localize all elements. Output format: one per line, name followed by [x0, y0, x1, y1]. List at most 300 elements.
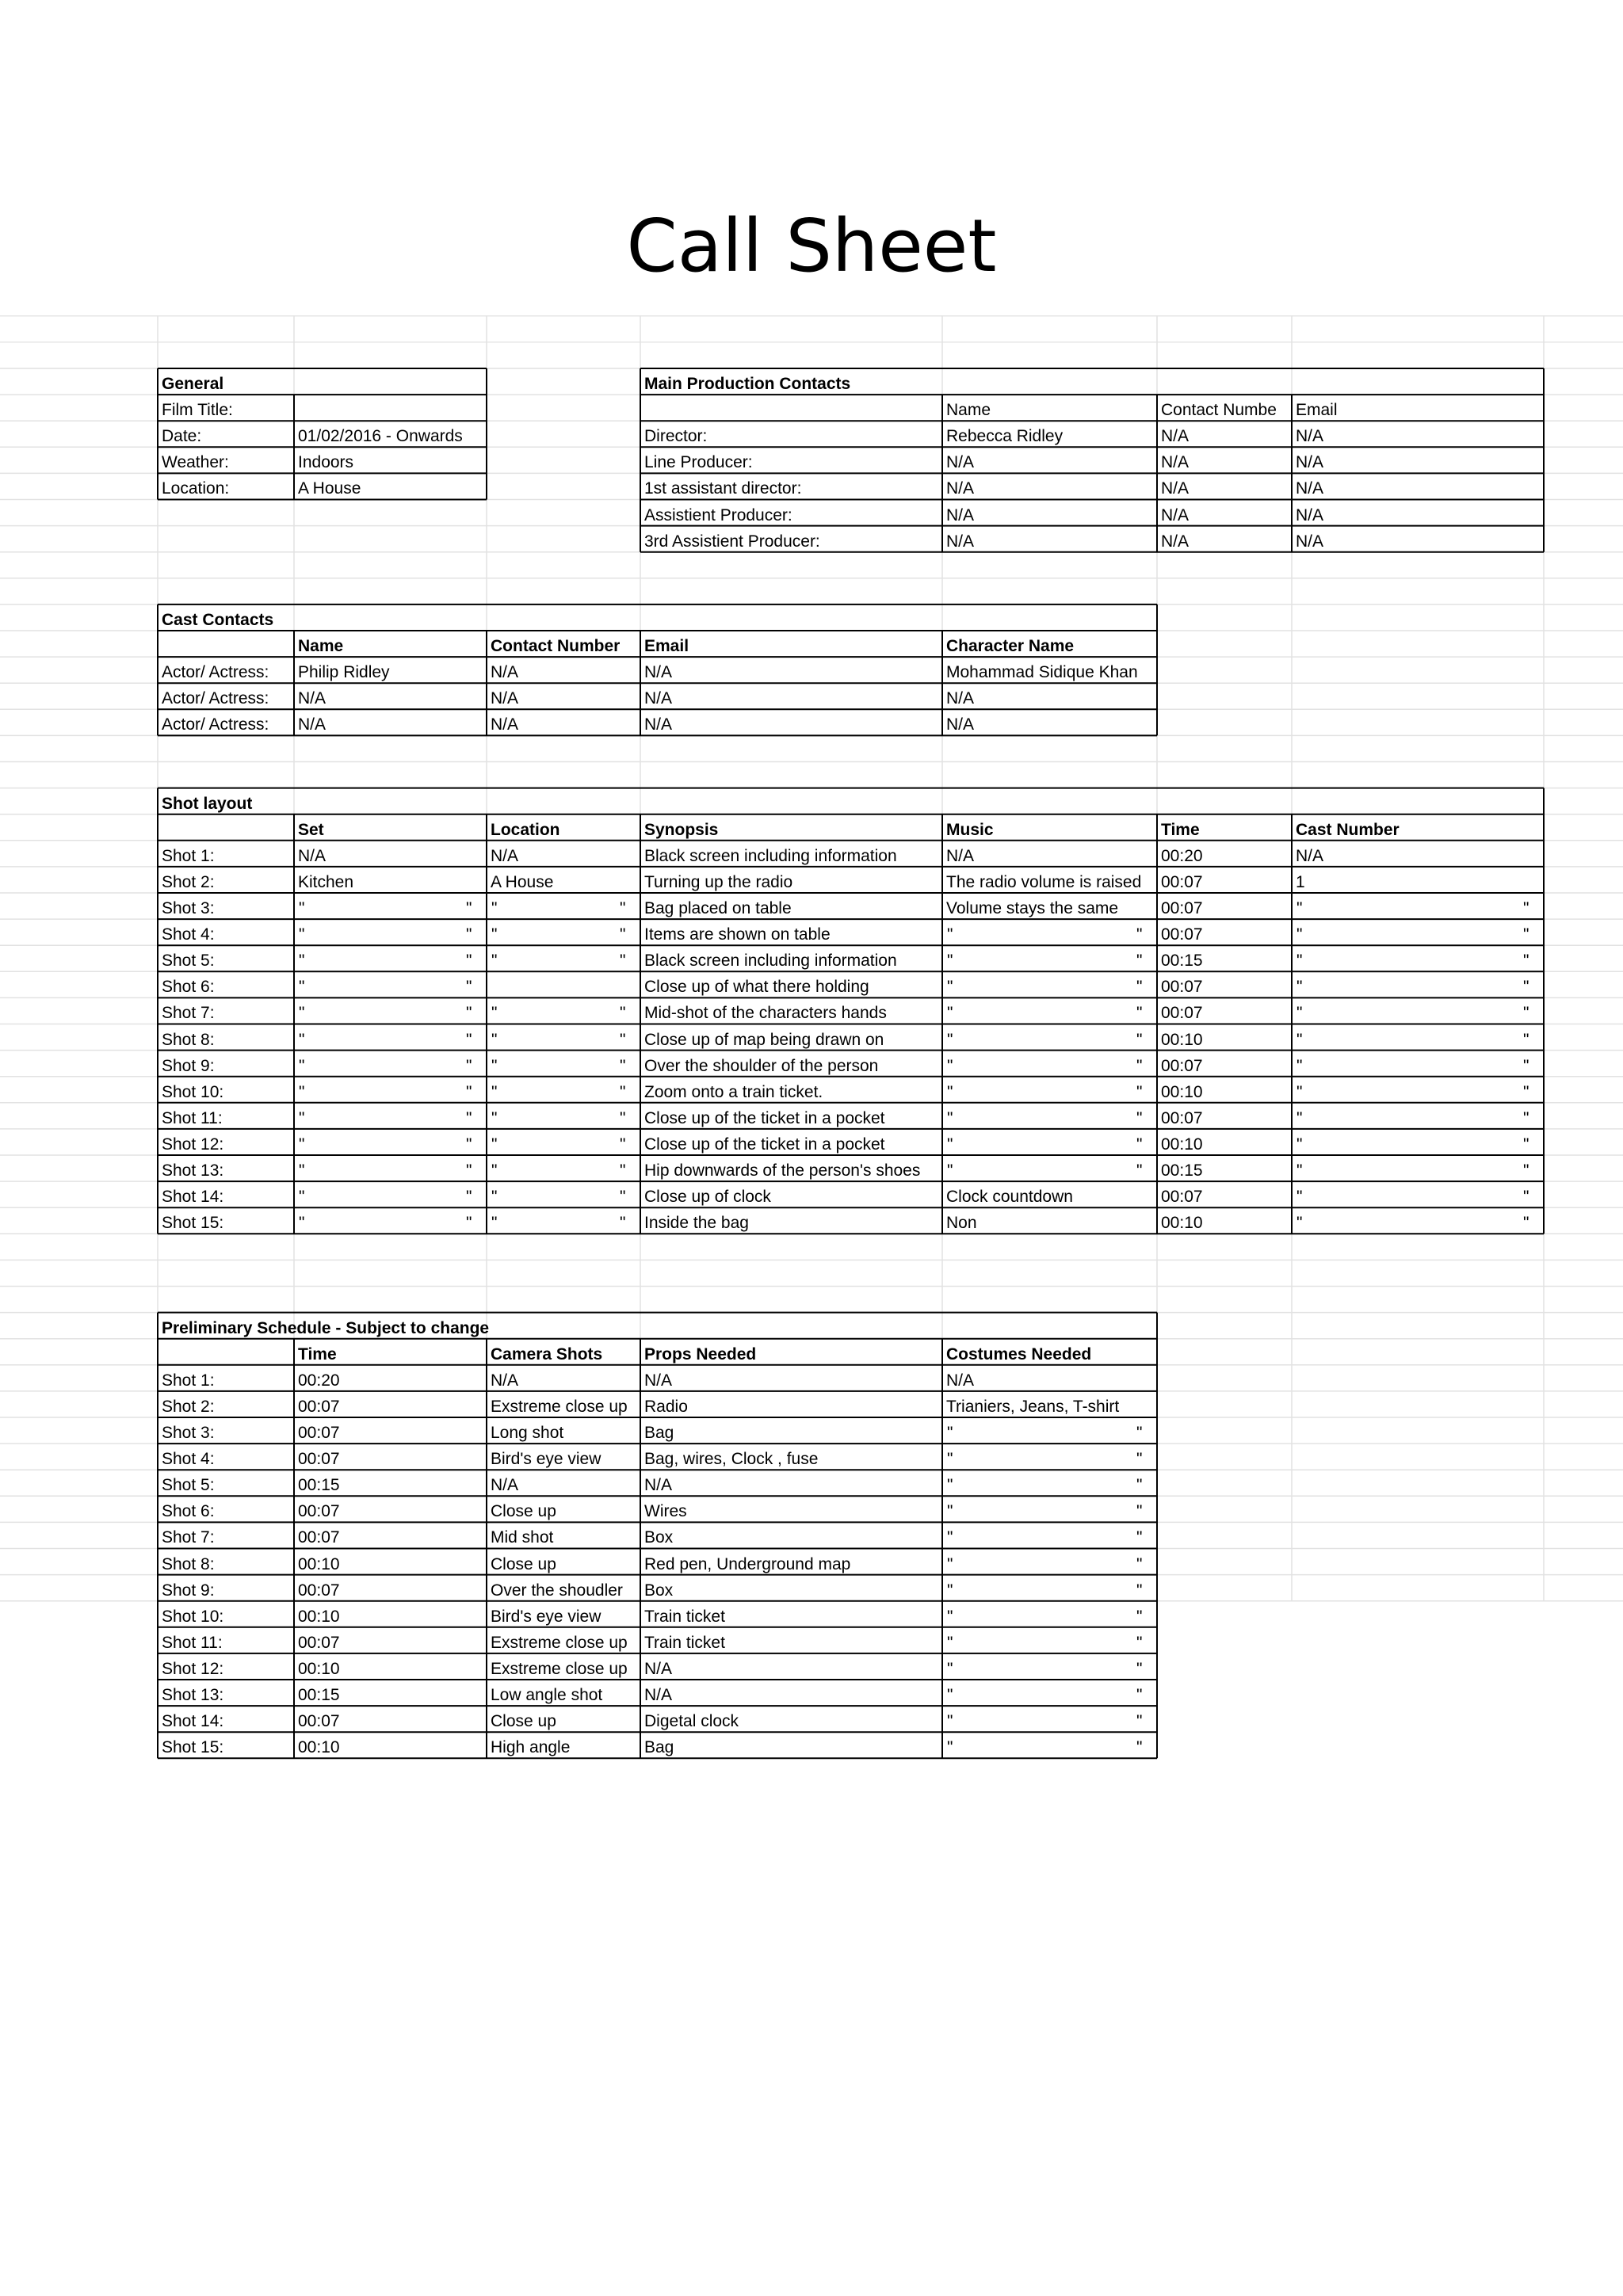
shots-table-heading: Shot layout — [162, 794, 253, 813]
schedule-table-cell: 00:20 — [298, 1371, 340, 1390]
contacts-table-cell: N/A — [1161, 505, 1190, 524]
schedule-table-cell: Shot 8: — [162, 1554, 215, 1573]
schedule-table-cell: Exstreme close up — [491, 1633, 628, 1652]
shots-table-cell: 00:15 — [1161, 952, 1203, 971]
contacts-table-cell: 3rd Assistient Producer: — [644, 532, 820, 551]
schedule-table-cell: Shot 2: — [162, 1397, 215, 1416]
shots-table-cell-ditto-mark-left: " — [947, 952, 953, 971]
shots-table-cell-ditto-mark-right: " — [1523, 952, 1529, 971]
shots-table-cell-ditto-mark-left: " — [491, 1108, 498, 1127]
cast-table-heading: Cast Contacts — [162, 610, 274, 629]
shots-table-cell: 00:10 — [1161, 1135, 1203, 1154]
contacts-table-cell: Assistient Producer: — [644, 505, 792, 524]
schedule-table-cell: N/A — [491, 1371, 519, 1390]
cast-table-cell: Actor/ Actress: — [162, 715, 269, 734]
shots-table-cell: Shot 12: — [162, 1135, 224, 1154]
shots-table-cell-ditto-mark-left: " — [1296, 1004, 1303, 1023]
schedule-table-cell: Mid shot — [491, 1528, 554, 1547]
schedule-table-cell: N/A — [644, 1686, 673, 1704]
general-table-cell: Film Title: — [162, 401, 233, 420]
schedule-table-cell-ditto-mark-right: " — [1136, 1554, 1143, 1573]
contacts-table-cell: N/A — [1296, 532, 1324, 551]
schedule-table-cell-ditto-mark-left: " — [947, 1738, 953, 1757]
shots-table-cell: Close up of map being drawn on — [644, 1030, 884, 1049]
shots-table-cell-ditto-mark-right: " — [466, 1108, 472, 1127]
shots-table-cell: Shot 4: — [162, 925, 215, 944]
schedule-table-cell: N/A — [644, 1476, 673, 1495]
shots-table-cell: 00:07 — [1161, 978, 1203, 997]
shots-table-cell-ditto-mark-left: " — [947, 925, 953, 944]
general-table-cell: Date: — [162, 427, 202, 446]
shots-table-cell-ditto-mark-left: " — [947, 1056, 953, 1075]
shots-table-cell-ditto-mark-right: " — [620, 1056, 626, 1075]
general-table-cell: Indoors — [298, 453, 354, 472]
shots-table-cell-ditto-mark-left: " — [491, 1004, 498, 1023]
cast-table-cell: N/A — [491, 689, 519, 708]
schedule-table-cell: 00:07 — [298, 1633, 340, 1652]
schedule-table-cell: 00:10 — [298, 1554, 340, 1573]
shots-table-cell-ditto-mark-right: " — [1523, 1214, 1529, 1233]
schedule-table-cell: Shot 13: — [162, 1686, 224, 1704]
shots-table-cell-ditto-mark-left: " — [491, 952, 498, 971]
shots-table-cell-ditto-mark-right: " — [620, 1135, 626, 1154]
shots-table-cell: Shot 15: — [162, 1214, 224, 1233]
shots-table-cell: 00:07 — [1161, 899, 1203, 917]
shots-table-cell-ditto-mark-left: " — [947, 1135, 953, 1154]
shots-table-header: Synopsis — [644, 820, 719, 839]
shots-table-cell-ditto-mark-left: " — [1296, 1108, 1303, 1127]
shots-table-cell: Close up of the ticket in a pocket — [644, 1108, 885, 1127]
schedule-table-cell: Train ticket — [644, 1633, 725, 1652]
contacts-table-header: Contact Numbe — [1161, 401, 1277, 420]
shots-table-cell-ditto-mark-right: " — [466, 978, 472, 997]
contacts-table-cell: N/A — [1296, 505, 1324, 524]
general-table-cell: 01/02/2016 - Onwards — [298, 427, 463, 446]
shots-table-cell-ditto-mark-right: " — [1136, 1108, 1143, 1127]
cast-table-cell: Actor/ Actress: — [162, 663, 269, 682]
shots-table-cell-ditto-mark-left: " — [947, 1030, 953, 1049]
shots-table-header: Location — [491, 820, 560, 839]
cast-table-header: Character Name — [946, 637, 1075, 655]
shots-table-cell: Clock countdown — [946, 1188, 1073, 1207]
shots-table-cell: 00:10 — [1161, 1214, 1203, 1233]
shots-table-cell-ditto-mark-right: " — [466, 1030, 472, 1049]
shots-table-cell-ditto-mark-right: " — [1523, 1004, 1529, 1023]
shots-table-header: Music — [946, 820, 994, 839]
shots-table-cell: Shot 10: — [162, 1082, 224, 1101]
shots-table-cell-ditto-mark-right: " — [620, 1108, 626, 1127]
shots-table-cell-ditto-mark-right: " — [466, 1135, 472, 1154]
contacts-table-cell: Director: — [644, 427, 708, 446]
cast-table-cell: N/A — [491, 663, 519, 682]
shots-table-cell: The radio volume is raised — [946, 872, 1142, 891]
cast-table-cell: N/A — [491, 715, 519, 734]
cast-table-cell: N/A — [298, 715, 327, 734]
schedule-table-cell: Shot 7: — [162, 1528, 215, 1547]
schedule-table-cell: Box — [644, 1528, 674, 1547]
general-table-heading: General — [162, 375, 224, 393]
schedule-table-cell: Bird's eye view — [491, 1450, 601, 1469]
schedule-table-cell: Long shot — [491, 1424, 564, 1442]
shots-table-cell-ditto-mark-right: " — [466, 925, 472, 944]
schedule-table-cell-ditto-mark-right: " — [1136, 1528, 1143, 1547]
shots-table-cell: Close up of clock — [644, 1188, 771, 1207]
schedule-table-cell: Exstreme close up — [491, 1397, 628, 1416]
shots-table-cell: Shot 8: — [162, 1030, 215, 1049]
shots-table-cell-ditto-mark-left: " — [299, 1082, 305, 1101]
shots-table-cell-ditto-mark-right: " — [1523, 1030, 1529, 1049]
shots-table-cell-ditto-mark-left: " — [491, 1030, 498, 1049]
shots-table-cell: Shot 2: — [162, 872, 215, 891]
schedule-table-cell-ditto-mark-left: " — [947, 1712, 953, 1731]
shots-table-cell: Non — [946, 1214, 977, 1233]
shots-table-cell: N/A — [491, 846, 519, 865]
schedule-table-cell-ditto-mark-right: " — [1136, 1659, 1143, 1678]
shots-table-cell-ditto-mark-right: " — [620, 1161, 626, 1180]
schedule-table-cell-ditto-mark-right: " — [1136, 1633, 1143, 1652]
schedule-table-cell: Shot 1: — [162, 1371, 215, 1390]
schedule-table-cell-ditto-mark-left: " — [947, 1450, 953, 1469]
schedule-table-cell-ditto-mark-right: " — [1136, 1686, 1143, 1704]
contacts-table-heading: Main Production Contacts — [644, 375, 851, 393]
shots-table-cell-ditto-mark-left: " — [299, 1108, 305, 1127]
shots-table-cell-ditto-mark-left: " — [1296, 1082, 1303, 1101]
schedule-table-cell: Box — [644, 1581, 674, 1600]
schedule-table-cell: Shot 10: — [162, 1607, 224, 1626]
shots-table-cell: Turning up the radio — [644, 872, 793, 891]
schedule-table-cell-ditto-mark-right: " — [1136, 1450, 1143, 1469]
schedule-table-cell-ditto-mark-left: " — [947, 1607, 953, 1626]
shots-table-cell-ditto-mark-left: " — [299, 1004, 305, 1023]
shots-table-cell: Inside the bag — [644, 1214, 749, 1233]
shots-table-cell-ditto-mark-left: " — [299, 1030, 305, 1049]
schedule-table-cell-ditto-mark-left: " — [947, 1424, 953, 1442]
shots-table-cell-ditto-mark-right: " — [1523, 925, 1529, 944]
contacts-table-cell: 1st assistant director: — [644, 479, 802, 498]
shots-table-cell-ditto-mark-right: " — [1136, 1135, 1143, 1154]
shots-table-cell-ditto-mark-right: " — [1523, 1082, 1529, 1101]
shots-table-cell: Shot 5: — [162, 952, 215, 971]
cast-table-header: Email — [644, 637, 689, 655]
schedule-table-cell-ditto-mark-left: " — [947, 1476, 953, 1495]
shots-table-cell-ditto-mark-right: " — [1136, 1004, 1143, 1023]
shots-table-cell: Zoom onto a train ticket. — [644, 1082, 823, 1101]
shots-table-cell-ditto-mark-right: " — [620, 1188, 626, 1207]
shots-table-cell-ditto-mark-right: " — [466, 1161, 472, 1180]
schedule-table-cell: Shot 11: — [162, 1633, 223, 1652]
shots-table-cell-ditto-mark-left: " — [1296, 1030, 1303, 1049]
schedule-table-cell: High angle — [491, 1738, 571, 1757]
schedule-table-cell-ditto-mark-right: " — [1136, 1581, 1143, 1600]
shots-table-cell-ditto-mark-left: " — [491, 1161, 498, 1180]
schedule-table-cell-ditto-mark-left: " — [947, 1528, 953, 1547]
shots-table-cell-ditto-mark-left: " — [947, 1004, 953, 1023]
shots-table-cell-ditto-mark-right: " — [466, 899, 472, 917]
schedule-table-cell: 00:07 — [298, 1502, 340, 1521]
shots-table-cell-ditto-mark-right: " — [466, 1082, 472, 1101]
general-table-cell: A House — [298, 479, 361, 498]
cast-table-header: Name — [298, 637, 344, 655]
shots-table-cell-ditto-mark-left: " — [1296, 925, 1303, 944]
schedule-table-cell-ditto-mark-left: " — [947, 1581, 953, 1600]
shots-table-cell-ditto-mark-left: " — [1296, 1135, 1303, 1154]
shots-table-cell: Volume stays the same — [946, 899, 1119, 917]
schedule-table-cell: Radio — [644, 1397, 688, 1416]
schedule-table-cell: Train ticket — [644, 1607, 725, 1626]
general-table-cell: Location: — [162, 479, 230, 498]
schedule-table-cell: Close up — [491, 1554, 556, 1573]
shots-table-cell: Shot 13: — [162, 1161, 224, 1180]
schedule-table-cell: Red pen, Underground map — [644, 1554, 851, 1573]
schedule-table-cell: N/A — [644, 1659, 673, 1678]
schedule-table-cell: Close up — [491, 1712, 556, 1731]
shots-table-cell-ditto-mark-right: " — [620, 899, 626, 917]
shots-table-cell-ditto-mark-right: " — [466, 1214, 472, 1233]
shots-table-cell: Bag placed on table — [644, 899, 792, 917]
shots-table-cell-ditto-mark-left: " — [491, 899, 498, 917]
shots-table-cell: 00:10 — [1161, 1030, 1203, 1049]
shots-table-cell: Mid-shot of the characters hands — [644, 1004, 887, 1023]
schedule-table-cell: Shot 4: — [162, 1450, 215, 1469]
shots-table-cell-ditto-mark-left: " — [491, 1214, 498, 1233]
schedule-table-cell-ditto-mark-left: " — [947, 1659, 953, 1678]
cast-table-cell: N/A — [644, 715, 673, 734]
shots-table-cell-ditto-mark-left: " — [299, 1135, 305, 1154]
schedule-table-cell: 00:15 — [298, 1686, 340, 1704]
schedule-table-header: Time — [298, 1344, 337, 1363]
shots-table-cell-ditto-mark-right: " — [620, 925, 626, 944]
shots-table-cell-ditto-mark-left: " — [299, 899, 305, 917]
cast-table-cell: N/A — [644, 663, 673, 682]
schedule-table-cell: 00:07 — [298, 1424, 340, 1442]
shots-table-cell: Shot 11: — [162, 1108, 223, 1127]
schedule-table-cell: Shot 9: — [162, 1581, 215, 1600]
schedule-table-cell-ditto-mark-right: " — [1136, 1738, 1143, 1757]
schedule-table-cell: Shot 15: — [162, 1738, 224, 1757]
shots-table-cell-ditto-mark-right: " — [466, 1056, 472, 1075]
shots-table-cell: 00:07 — [1161, 1188, 1203, 1207]
schedule-table-cell: 00:10 — [298, 1659, 340, 1678]
contacts-table-cell: N/A — [946, 479, 975, 498]
shots-table-cell-ditto-mark-left: " — [1296, 952, 1303, 971]
shots-table-cell: A House — [491, 872, 554, 891]
shots-table-cell-ditto-mark-left: " — [299, 1056, 305, 1075]
shots-table-cell-ditto-mark-right: " — [1523, 1161, 1529, 1180]
shots-table-cell-ditto-mark-left: " — [1296, 1056, 1303, 1075]
schedule-table-cell: N/A — [644, 1371, 673, 1390]
schedule-table-cell: Trianiers, Jeans, T-shirt — [946, 1397, 1120, 1416]
shots-table-cell-ditto-mark-right: " — [620, 1004, 626, 1023]
cast-table-cell: N/A — [644, 689, 673, 708]
cast-table-cell: Philip Ridley — [298, 663, 390, 682]
shots-table-cell: 00:07 — [1161, 925, 1203, 944]
shots-table-cell-ditto-mark-right: " — [466, 1004, 472, 1023]
cast-table-cell: Mohammad Sidique Khan — [946, 663, 1138, 682]
contacts-table-header: Email — [1296, 401, 1338, 420]
contacts-table-cell: N/A — [1161, 532, 1190, 551]
shots-table-cell-ditto-mark-left: " — [1296, 1214, 1303, 1233]
cast-table-cell: N/A — [946, 715, 975, 734]
shots-table-cell-ditto-mark-left: " — [491, 1135, 498, 1154]
schedule-table-cell: 00:07 — [298, 1397, 340, 1416]
shots-table-header: Time — [1161, 820, 1200, 839]
schedule-table-cell: 00:07 — [298, 1528, 340, 1547]
schedule-table-cell: Shot 6: — [162, 1502, 215, 1521]
shots-table-cell: Over the shoulder of the person — [644, 1056, 879, 1075]
schedule-table-cell: Digetal clock — [644, 1712, 739, 1731]
shots-table-cell-ditto-mark-left: " — [299, 925, 305, 944]
shots-table-cell-ditto-mark-left: " — [299, 952, 305, 971]
shots-table-cell: Shot 3: — [162, 899, 215, 917]
schedule-table-header: Props Needed — [644, 1344, 757, 1363]
contacts-table-cell: N/A — [1161, 453, 1190, 472]
contacts-table-cell: N/A — [1161, 479, 1190, 498]
schedule-table-cell-ditto-mark-right: " — [1136, 1712, 1143, 1731]
schedule-table-cell: 00:10 — [298, 1607, 340, 1626]
general-table-cell: Weather: — [162, 453, 229, 472]
contacts-table-cell: N/A — [1161, 427, 1190, 446]
schedule-table-cell: N/A — [946, 1371, 975, 1390]
shots-table-cell-ditto-mark-left: " — [947, 978, 953, 997]
schedule-table-cell: Bag — [644, 1738, 674, 1757]
schedule-table-header: Camera Shots — [491, 1344, 603, 1363]
shots-table-cell: N/A — [298, 846, 327, 865]
shots-table-cell-ditto-mark-left: " — [299, 978, 305, 997]
shots-table-cell-ditto-mark-right: " — [1523, 978, 1529, 997]
shots-table-cell: N/A — [1296, 846, 1324, 865]
shots-table-cell: Items are shown on table — [644, 925, 831, 944]
page-title: Call Sheet — [626, 204, 997, 288]
schedule-table-cell: Shot 5: — [162, 1476, 215, 1495]
shots-table-cell-ditto-mark-right: " — [1523, 1135, 1529, 1154]
contacts-table-header: Name — [946, 401, 991, 420]
shots-table-cell-ditto-mark-left: " — [1296, 899, 1303, 917]
schedule-table-cell-ditto-mark-left: " — [947, 1633, 953, 1652]
shots-table-cell: Kitchen — [298, 872, 354, 891]
schedule-table-cell: Bag — [644, 1424, 674, 1442]
schedule-table-cell: Shot 14: — [162, 1712, 224, 1731]
contacts-table-cell: N/A — [1296, 479, 1324, 498]
schedule-table-cell: N/A — [491, 1476, 519, 1495]
schedule-table-cell: 00:10 — [298, 1738, 340, 1757]
shots-table-cell-ditto-mark-right: " — [1136, 1030, 1143, 1049]
shots-table-cell-ditto-mark-left: " — [299, 1214, 305, 1233]
shots-table-cell-ditto-mark-left: " — [299, 1188, 305, 1207]
contacts-table-cell: Rebecca Ridley — [946, 427, 1064, 446]
schedule-table-cell-ditto-mark-right: " — [1136, 1424, 1143, 1442]
shots-table-cell-ditto-mark-left: " — [947, 1161, 953, 1180]
contacts-table-cell: N/A — [1296, 453, 1324, 472]
shots-table-cell-ditto-mark-right: " — [1523, 1056, 1529, 1075]
shots-table-cell-ditto-mark-right: " — [1136, 952, 1143, 971]
shots-table-cell-ditto-mark-right: " — [466, 952, 472, 971]
schedule-table-cell: 00:15 — [298, 1476, 340, 1495]
schedule-table-cell: Bag, wires, Clock , fuse — [644, 1450, 819, 1469]
schedule-table-cell: Low angle shot — [491, 1686, 603, 1704]
shots-table-cell: Close up of the ticket in a pocket — [644, 1135, 885, 1154]
shots-table-cell: Black screen including information — [644, 846, 897, 865]
cast-table-cell: N/A — [298, 689, 327, 708]
schedule-table-cell-ditto-mark-left: " — [947, 1502, 953, 1521]
shots-table-cell: Shot 14: — [162, 1188, 224, 1207]
shots-table-cell: 00:07 — [1161, 1108, 1203, 1127]
shots-table-cell-ditto-mark-right: " — [620, 1214, 626, 1233]
shots-table-cell-ditto-mark-left: " — [299, 1161, 305, 1180]
shots-table-cell: 00:07 — [1161, 1056, 1203, 1075]
cast-table-cell: Actor/ Actress: — [162, 689, 269, 708]
shots-table-cell: 00:15 — [1161, 1161, 1203, 1180]
cast-table-cell: N/A — [946, 689, 975, 708]
shots-table-cell-ditto-mark-right: " — [620, 1082, 626, 1101]
shots-table-cell: Shot 7: — [162, 1004, 215, 1023]
shots-table-cell: 00:20 — [1161, 846, 1203, 865]
contacts-table-cell: N/A — [946, 453, 975, 472]
shots-table-cell: N/A — [946, 846, 975, 865]
shots-table-cell-ditto-mark-right: " — [1136, 1082, 1143, 1101]
schedule-table-cell: Wires — [644, 1502, 687, 1521]
schedule-table-cell: Shot 12: — [162, 1659, 224, 1678]
schedule-table-cell-ditto-mark-left: " — [947, 1554, 953, 1573]
shots-table-cell-ditto-mark-left: " — [1296, 1188, 1303, 1207]
shots-table-cell: Hip downwards of the person's shoes — [644, 1161, 921, 1180]
shots-table-cell-ditto-mark-right: " — [1523, 1108, 1529, 1127]
shots-table-cell-ditto-mark-right: " — [466, 1188, 472, 1207]
schedule-table-cell: Exstreme close up — [491, 1659, 628, 1678]
shots-table-cell: 1 — [1296, 872, 1305, 891]
contacts-table-cell: N/A — [946, 505, 975, 524]
shots-table-cell-ditto-mark-left: " — [1296, 1161, 1303, 1180]
schedule-table-cell-ditto-mark-left: " — [947, 1686, 953, 1704]
contacts-table-cell: N/A — [946, 532, 975, 551]
contacts-table-cell: Line Producer: — [644, 453, 753, 472]
schedule-table-heading: Preliminary Schedule - Subject to change — [162, 1318, 490, 1337]
schedule-table-header: Costumes Needed — [946, 1344, 1092, 1363]
shots-table-cell-ditto-mark-right: " — [1136, 1161, 1143, 1180]
schedule-table-cell-ditto-mark-right: " — [1136, 1476, 1143, 1495]
shots-table-cell-ditto-mark-left: " — [947, 1108, 953, 1127]
shots-table-cell-ditto-mark-left: " — [491, 1082, 498, 1101]
shots-table-header: Cast Number — [1296, 820, 1400, 839]
shots-table-cell: Shot 1: — [162, 846, 215, 865]
schedule-table-cell: 00:07 — [298, 1712, 340, 1731]
schedule-table-cell: Over the shoudler — [491, 1581, 623, 1600]
shots-table-cell: 00:10 — [1161, 1082, 1203, 1101]
shots-table-cell: Black screen including information — [644, 952, 897, 971]
shots-table-cell-ditto-mark-right: " — [1523, 1188, 1529, 1207]
shots-table-cell-ditto-mark-left: " — [491, 1056, 498, 1075]
shots-table-cell-ditto-mark-left: " — [491, 1188, 498, 1207]
shots-table-cell-ditto-mark-left: " — [1296, 978, 1303, 997]
schedule-table-cell: Bird's eye view — [491, 1607, 601, 1626]
schedule-table-cell: Shot 3: — [162, 1424, 215, 1442]
contacts-table-cell: N/A — [1296, 427, 1324, 446]
shots-table-cell-ditto-mark-left: " — [947, 1082, 953, 1101]
shots-table-cell: 00:07 — [1161, 872, 1203, 891]
shots-table-cell-ditto-mark-left: " — [491, 925, 498, 944]
shots-table-cell-ditto-mark-right: " — [1523, 899, 1529, 917]
shots-table-cell-ditto-mark-right: " — [1136, 925, 1143, 944]
schedule-table-cell: Close up — [491, 1502, 556, 1521]
shots-table-cell: Shot 6: — [162, 978, 215, 997]
schedule-table-cell-ditto-mark-right: " — [1136, 1607, 1143, 1626]
shots-table-header: Set — [298, 820, 324, 839]
shots-table-cell: 00:07 — [1161, 1004, 1203, 1023]
shots-table-cell: Shot 9: — [162, 1056, 215, 1075]
shots-table-cell-ditto-mark-right: " — [620, 1030, 626, 1049]
shots-table-cell-ditto-mark-right: " — [1136, 978, 1143, 997]
schedule-table-cell-ditto-mark-right: " — [1136, 1502, 1143, 1521]
shots-table-cell: Close up of what there holding — [644, 978, 869, 997]
